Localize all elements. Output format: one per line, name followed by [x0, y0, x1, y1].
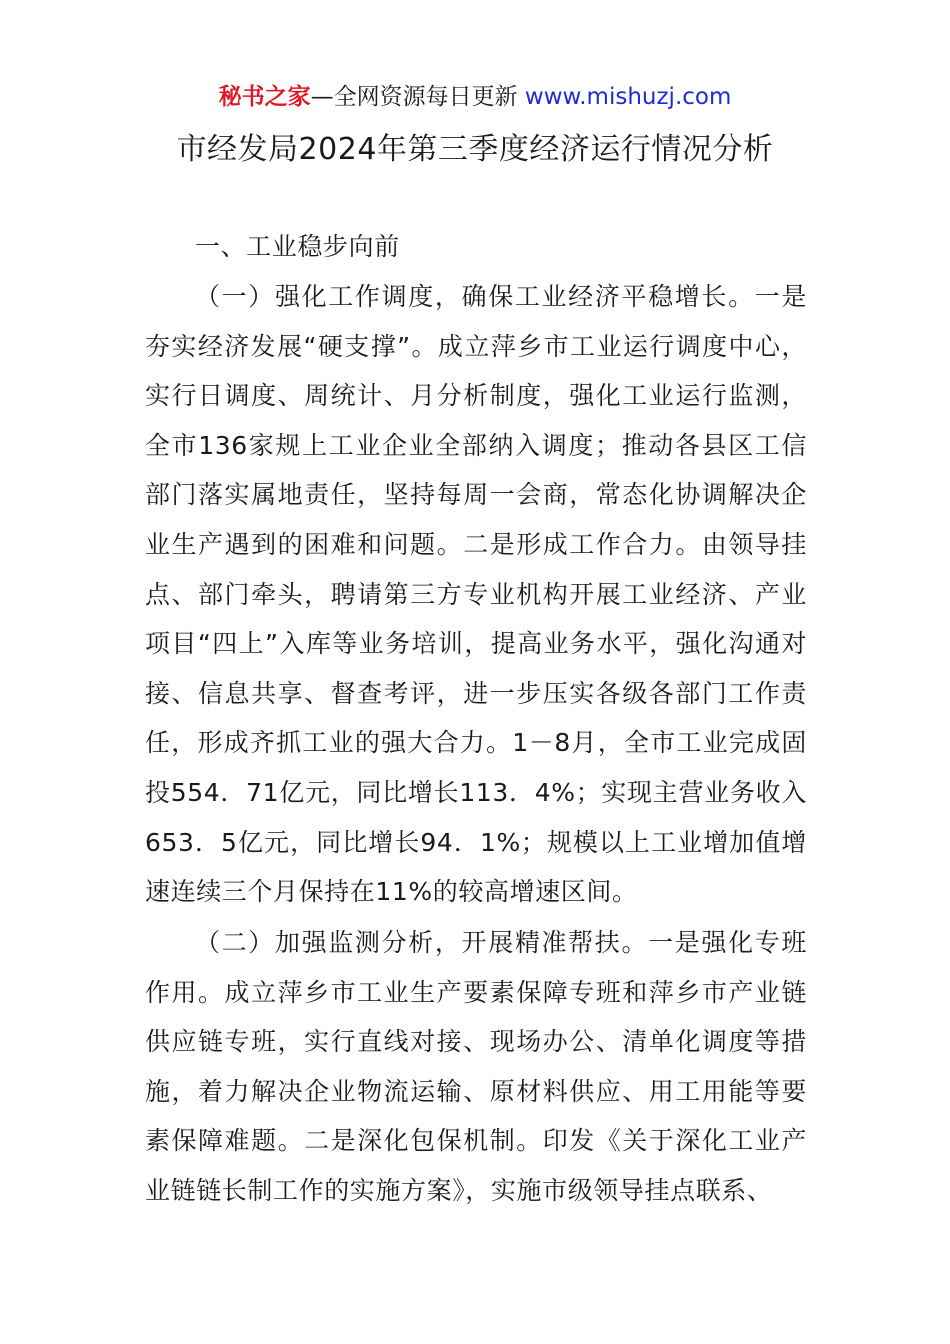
- section-heading: 一、工业稳步向前: [195, 232, 400, 261]
- site-banner: [0, 80, 950, 114]
- body-paragraph-1: （一）强化工作调度，确保工业经济平稳增长。一是夯实经济发展“硬支撑”。成立萍乡市工业运行调度中心，实行日调度、周统计、月分析制度，强化工业运行监测，全市136家规上工业企业全部纳入调度；推动各县区工信部门落实属地责任，坚持每周一会商，常态化协调解决企业生产遇到的困难和问题。二是形成工作合力。由领导挂点、部门牵头，聘请第三方专业机构开展工业经济、产业项目“四上”入库等业务培训，提高业务水平，强化沟通对接、信息共享、督查考评，进一步压实各级各部门工作责任，形成齐抓工业的强大合力。1－8月，全市工业完成固投554．71亿元，同比增长113．4%；实现主营业务收入653．5亿元，同比增长94．1%；规模以上工业增加值增速连续三个月保持在11%的较高增速区间。: [145, 282, 807, 907]
- brand-name: 秘书之家: [218, 84, 311, 110]
- document-title: 市经发局2024年第三季度经济运行情况分析: [176, 132, 774, 167]
- banner-slogan: —全网资源每日更新: [310, 84, 518, 110]
- body-paragraph-2: （二）加强监测分析，开展精准帮扶。一是强化专班作用。成立萍乡市工业生产要素保障专班和萍乡市产业链供应链专班，实行直线对接、现场办公、清单化调度等措施，着力解决企业物流运输、原材料供应、用工用能等要素保障难题。二是深化包保机制。印发《关于深化工业产业链链长制工作的实施方案》，实施市级领导挂点联系、: [145, 928, 807, 1205]
- site-url-link[interactable]: www.mishuzj.com: [524, 84, 732, 110]
